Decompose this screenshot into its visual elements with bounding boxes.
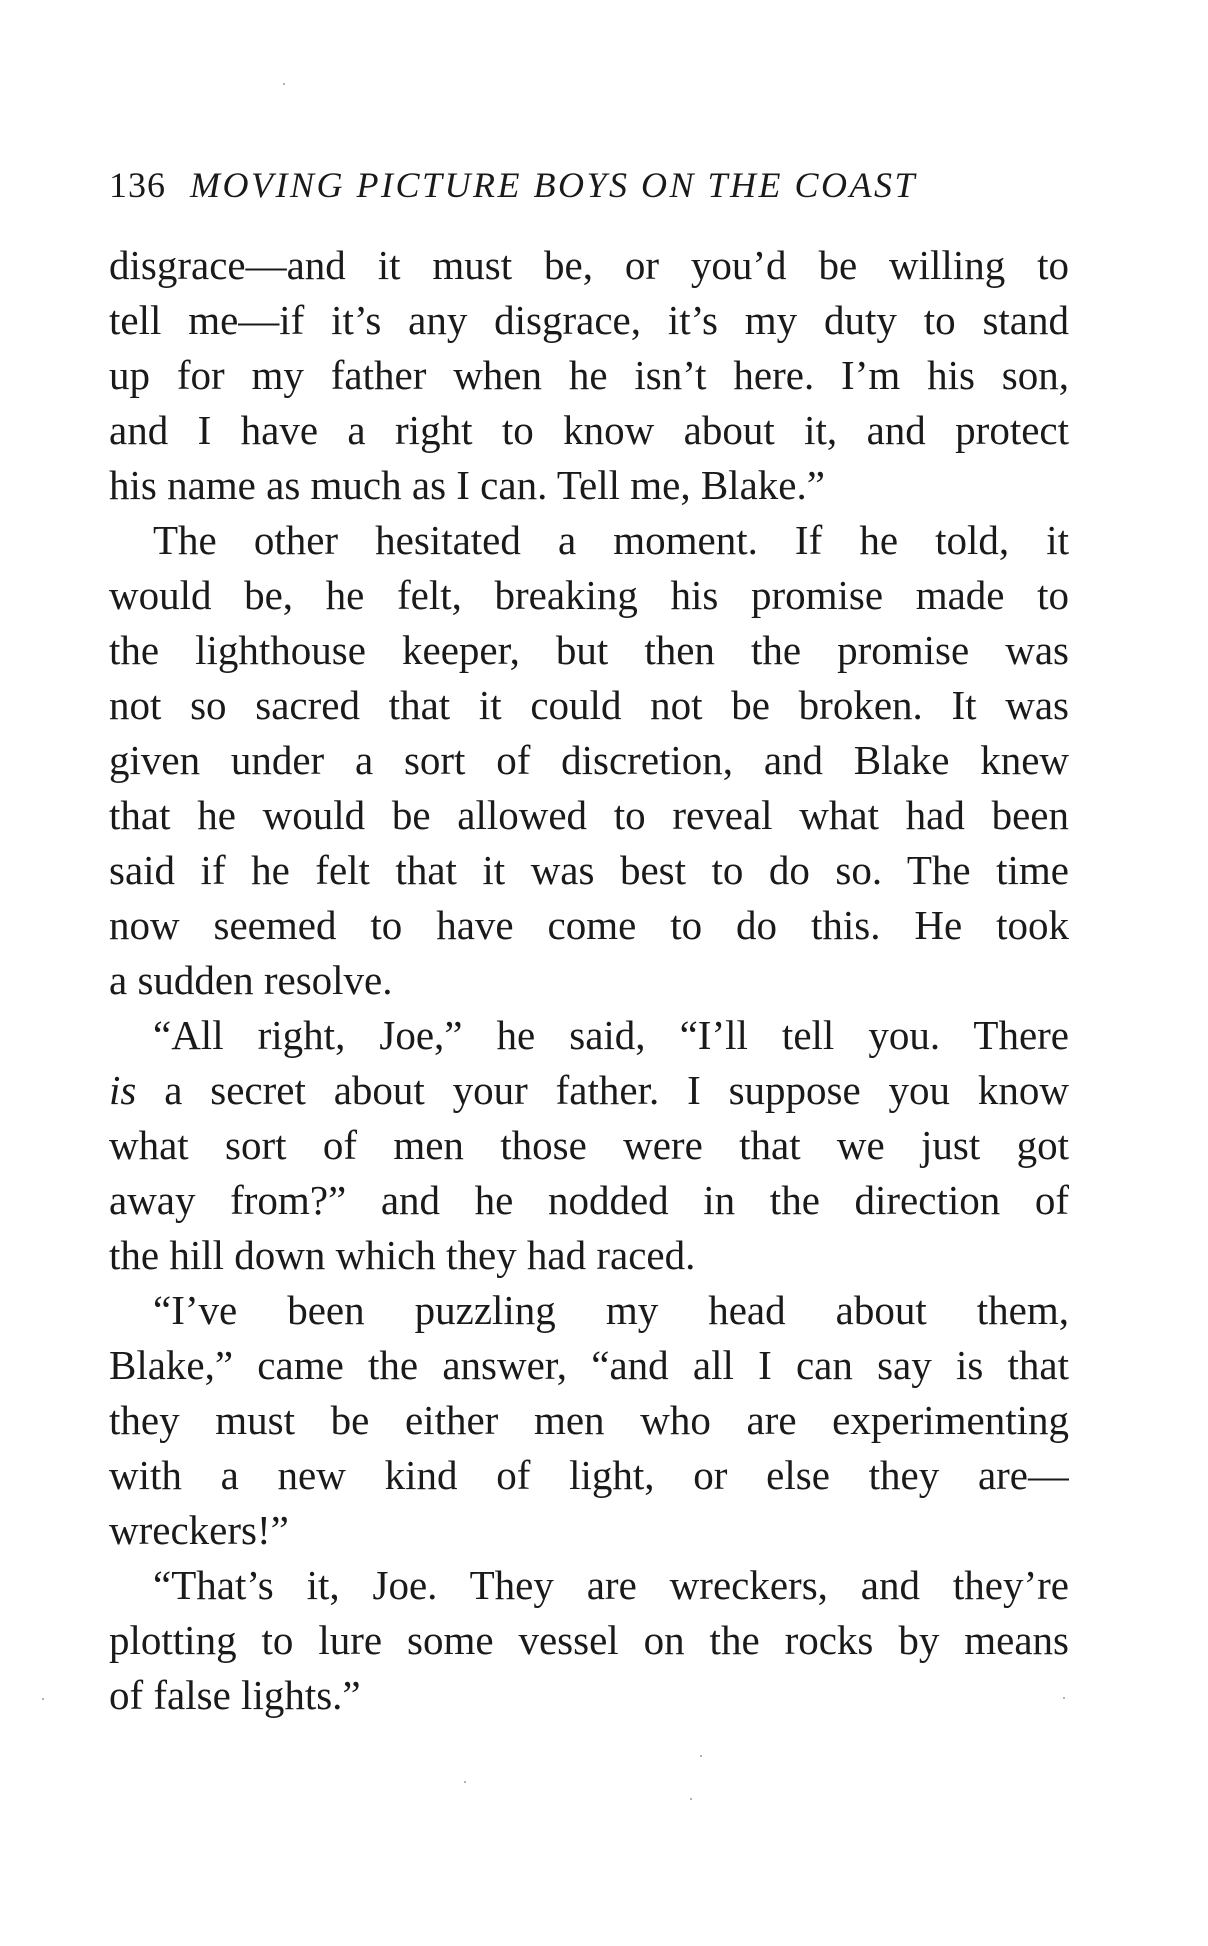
text-line: what sort of men those were that we just got xyxy=(109,1122,1069,1168)
running-head xyxy=(109,160,1024,210)
scan-speck xyxy=(42,1698,44,1700)
text-line: and I have a right to know about it, and protect xyxy=(109,407,1069,453)
text-line-with-italic xyxy=(109,1063,1069,1118)
text-line: given under a sort of discretion, and Blake knew xyxy=(109,737,1069,783)
text-line: plotting to lure some vessel on the rocks by means xyxy=(109,1617,1069,1663)
text-line: the hill down which they had raced. xyxy=(109,1232,696,1278)
text-line-rest: a secret about your father. I suppose you know xyxy=(136,1067,1069,1113)
italic-word: is xyxy=(109,1067,137,1113)
text-line: with a new kind of light, or else they are— xyxy=(109,1452,1069,1498)
text-line: of false lights.” xyxy=(109,1672,361,1718)
text-line: now seemed to have come to do this. He took xyxy=(109,902,1069,948)
running-title: MOVING PICTURE BOYS ON THE COAST xyxy=(190,165,918,205)
scan-speck xyxy=(690,1798,692,1800)
text-line: that he would be allowed to reveal what had been xyxy=(109,792,1069,838)
scan-speck xyxy=(464,1781,466,1783)
text-line: they must be either men who are experimenting xyxy=(109,1397,1069,1443)
page-number: 136 xyxy=(109,165,166,205)
text-line: up for my father when he isn’t here. I’m his son, xyxy=(109,352,1069,398)
text-line: said if he felt that it was best to do so. The time xyxy=(109,847,1069,893)
text-line: a sudden resolve. xyxy=(109,957,393,1003)
paragraph-start-line: “That’s it, Joe. They are wreckers, and they’re xyxy=(153,1562,1069,1608)
paragraph-start-line: “All right, Joe,” he said, “I’ll tell you. There xyxy=(153,1012,1069,1058)
text-line: his name as much as I can. Tell me, Blake.” xyxy=(109,462,825,508)
scan-speck xyxy=(1063,1697,1065,1699)
scan-speck xyxy=(700,1755,702,1757)
scan-speck xyxy=(283,83,285,85)
text-line: not so sacred that it could not be broken. It was xyxy=(109,682,1069,728)
paragraph-start-line: The other hesitated a moment. If he told, it xyxy=(153,517,1069,563)
text-line: away from?” and he nodded in the direction of xyxy=(109,1177,1069,1223)
text-line: disgrace—and it must be, or you’d be willing to xyxy=(109,242,1069,288)
body-text xyxy=(109,238,1069,1723)
text-line: the lighthouse keeper, but then the promise was xyxy=(109,627,1069,673)
text-line: tell me—if it’s any disgrace, it’s my duty to stand xyxy=(109,297,1069,343)
paragraph-start-line: “I’ve been puzzling my head about them, xyxy=(153,1287,1069,1333)
text-line: Blake,” came the answer, “and all I can say is that xyxy=(109,1342,1069,1388)
text-line: would be, he felt, breaking his promise made to xyxy=(109,572,1069,618)
text-line: wreckers!” xyxy=(109,1507,289,1553)
